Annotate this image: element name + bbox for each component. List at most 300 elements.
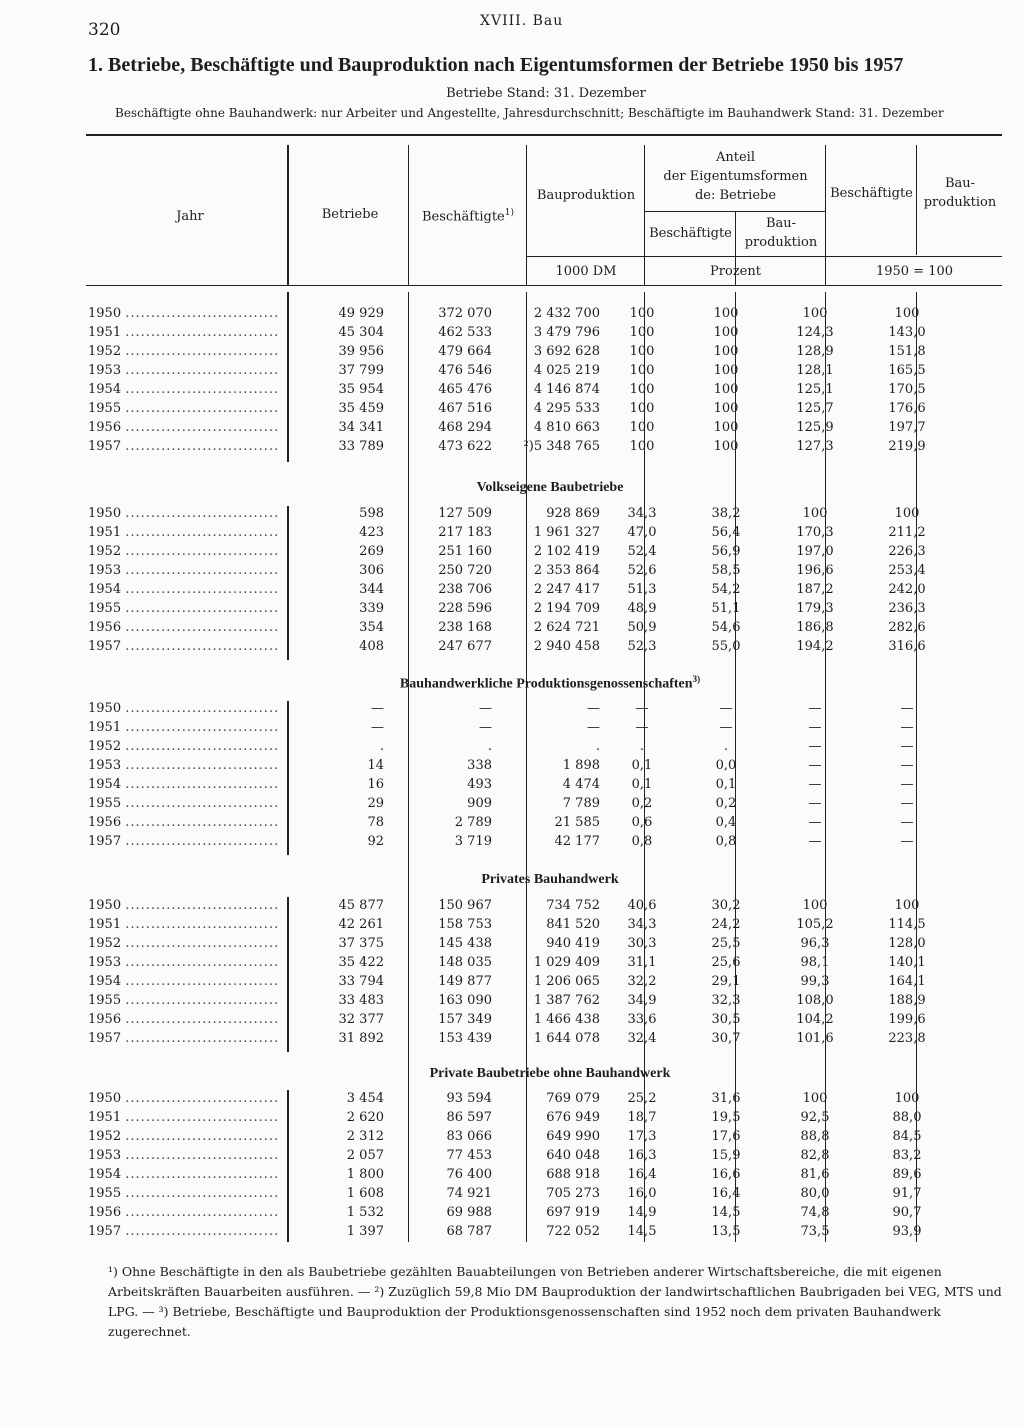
year-label: 1952	[88, 544, 122, 559]
cell-c5: .	[723, 739, 729, 754]
cell-c2: 76 400	[446, 1167, 492, 1182]
cell-c1: 42 261	[338, 917, 384, 932]
year-label: 1950	[88, 898, 122, 913]
cell-c4: 32,2	[627, 974, 657, 989]
cell-c5: 17,6	[711, 1129, 741, 1144]
cell-c3: 1 029 409	[533, 955, 600, 970]
cell-c7: —	[900, 834, 914, 849]
cell-c3: 4 146 874	[533, 382, 600, 397]
cell-c3: ²)5 348 765	[523, 439, 600, 454]
cell-c3: 4 810 663	[533, 420, 600, 435]
cell-c2: 148 035	[438, 955, 492, 970]
cell-c1: 92	[367, 834, 384, 849]
cell-c1: 339	[359, 601, 384, 616]
cell-c4: 100	[629, 401, 655, 416]
cell-c2: 68 787	[446, 1224, 492, 1239]
cell-c1: 3 454	[346, 1091, 384, 1106]
cell-c6: 82,8	[800, 1148, 830, 1163]
cell-c6: 170,3	[796, 525, 834, 540]
cell-c2: 86 597	[446, 1110, 492, 1125]
cell-c7: 219,9	[888, 439, 926, 454]
cell-c6: 100	[802, 898, 828, 913]
cell-c7: —	[900, 739, 914, 754]
cell-c7: 197,7	[888, 420, 926, 435]
cell-c7: 93,9	[892, 1224, 922, 1239]
year-cell	[88, 832, 288, 851]
cell-c1: 1 608	[346, 1186, 384, 1201]
cell-c1: 269	[359, 544, 384, 559]
column-header-bauproduktion: Bauproduktion	[536, 188, 636, 203]
year-cell	[88, 580, 288, 599]
year-label: 1952	[88, 344, 122, 359]
table-row	[88, 1108, 952, 1127]
table-row	[88, 418, 952, 437]
year-label: 1954	[88, 382, 122, 397]
cell-c3: 676 949	[546, 1110, 600, 1125]
year-label: 1957	[88, 1224, 122, 1239]
cell-c6: 81,6	[800, 1167, 830, 1182]
year-label: 1956	[88, 420, 122, 435]
cell-c1: 1 800	[346, 1167, 384, 1182]
cell-c5: 25,6	[711, 955, 741, 970]
cell-c6: 128,9	[796, 344, 834, 359]
table-row	[88, 832, 952, 851]
cell-c7: 236,3	[888, 601, 926, 616]
cell-c1: 2 057	[346, 1148, 384, 1163]
cell-c6: —	[808, 815, 822, 830]
year-cell	[88, 523, 288, 542]
cell-c1: 49 929	[338, 306, 384, 321]
cell-c2: 251 160	[438, 544, 492, 559]
cell-c3: 841 520	[546, 917, 600, 932]
cell-c4: 51,3	[627, 582, 657, 597]
cell-c6: 92,5	[800, 1110, 830, 1125]
cell-c7: 226,3	[888, 544, 926, 559]
leader-dots: ..............................	[125, 325, 280, 340]
cell-c4: 100	[629, 306, 655, 321]
year-label: 1950	[88, 506, 122, 521]
cell-c5: 15,9	[711, 1148, 741, 1163]
anteil-line-1: Anteil	[716, 150, 755, 165]
column-header-anteil	[646, 148, 825, 205]
leader-dots: ..............................	[125, 739, 280, 754]
cell-c6: 88,8	[800, 1129, 830, 1144]
leader-dots: ..............................	[125, 344, 280, 359]
year-cell	[88, 399, 288, 418]
cell-c3: 42 177	[554, 834, 600, 849]
cell-c7: 211,2	[888, 525, 926, 540]
table-row	[88, 1165, 952, 1184]
cell-c2: 158 753	[438, 917, 492, 932]
cell-c7: 199,6	[888, 1012, 926, 1027]
cell-c1: 37 799	[338, 363, 384, 378]
cell-c3: 2 432 700	[533, 306, 600, 321]
year-cell	[88, 1010, 288, 1029]
cell-c6: 196,6	[796, 563, 834, 578]
cell-c5: 58,5	[711, 563, 741, 578]
cell-c5: 13,5	[711, 1224, 741, 1239]
table-row	[88, 794, 952, 813]
cell-c6: 197,0	[796, 544, 834, 559]
leader-dots: ..............................	[125, 1031, 280, 1046]
cell-c2: 127 509	[438, 506, 492, 521]
cell-c5: —	[719, 720, 733, 735]
cell-c2: 476 546	[438, 363, 492, 378]
cell-c3: 928 869	[546, 506, 600, 521]
index-bau-line-2: produktion	[923, 195, 997, 210]
year-cell	[88, 775, 288, 794]
cell-c3: 7 789	[562, 796, 600, 811]
cell-c7: 114,5	[888, 917, 926, 932]
year-label: 1957	[88, 439, 122, 454]
cell-c4: 47,0	[627, 525, 657, 540]
column-header-anteil-beschaeftigte: Beschäftigte	[649, 226, 732, 241]
cell-c4: 34,3	[627, 506, 657, 521]
cell-c6: 104,2	[796, 1012, 834, 1027]
cell-c4: 18,7	[627, 1110, 657, 1125]
cell-c4: —	[635, 701, 649, 716]
year-cell	[88, 915, 288, 934]
cell-c2: 149 877	[438, 974, 492, 989]
cell-c7: 100	[894, 506, 920, 521]
cell-c5: 54,6	[711, 620, 741, 635]
leader-dots: ..............................	[125, 582, 280, 597]
cell-c7: 90,7	[892, 1205, 922, 1220]
cell-c4: 0,1	[631, 758, 653, 773]
cell-c5: 55,0	[711, 639, 741, 654]
table-privates-bauhandwerk	[88, 896, 952, 1048]
cell-c1: 408	[359, 639, 384, 654]
column-header-jahr: Jahr	[176, 209, 204, 224]
cell-c4: 100	[629, 420, 655, 435]
cell-c6: —	[808, 777, 822, 792]
cell-c1: 2 312	[346, 1129, 384, 1144]
table-row	[88, 618, 952, 637]
table-row	[88, 1203, 952, 1222]
cell-c3: 697 919	[546, 1205, 600, 1220]
cell-c2: —	[479, 720, 492, 735]
cell-c1: 37 375	[338, 936, 384, 951]
cell-c3: 2 194 709	[533, 601, 600, 616]
cell-c7: —	[900, 815, 914, 830]
leader-dots: ..............................	[125, 796, 280, 811]
cell-c7: 128,0	[888, 936, 926, 951]
table-total	[88, 304, 952, 456]
year-cell	[88, 637, 288, 656]
cell-c4: 31,1	[627, 955, 657, 970]
cell-c7: —	[900, 796, 914, 811]
cell-c2: 150 967	[438, 898, 492, 913]
table-row	[88, 361, 952, 380]
leader-dots: ..............................	[125, 563, 280, 578]
cell-c1: 32 377	[338, 1012, 384, 1027]
column-header-index-bauproduktion	[918, 174, 1002, 212]
leader-dots: ..............................	[125, 701, 280, 716]
cell-c7: 140,1	[888, 955, 926, 970]
cell-c6: —	[808, 796, 822, 811]
table-row	[88, 756, 952, 775]
cell-c6: 125,9	[796, 420, 834, 435]
table-private-baubetriebe	[88, 1089, 952, 1241]
year-cell	[88, 1165, 288, 1184]
cell-c7: 223,8	[888, 1031, 926, 1046]
cell-c3: 2 624 721	[533, 620, 600, 635]
year-cell	[88, 699, 288, 718]
year-label: 1953	[88, 955, 122, 970]
year-cell	[88, 934, 288, 953]
cell-c2: 153 439	[438, 1031, 492, 1046]
cell-c6: 101,6	[796, 1031, 834, 1046]
year-label: 1953	[88, 758, 122, 773]
cell-c2: 228 596	[438, 601, 492, 616]
year-cell	[88, 756, 288, 775]
cell-c1: 16	[367, 777, 384, 792]
cell-c7: 176,6	[888, 401, 926, 416]
cell-c5: 56,9	[711, 544, 741, 559]
leader-dots: ..............................	[125, 1224, 280, 1239]
cell-c6: 187,2	[796, 582, 834, 597]
cell-c6: 186,8	[796, 620, 834, 635]
cell-c1: 35 422	[338, 955, 384, 970]
cell-c6: 99,3	[800, 974, 830, 989]
cell-c5: 16,6	[711, 1167, 741, 1182]
year-label: 1953	[88, 363, 122, 378]
leader-dots: ..............................	[125, 544, 280, 559]
cell-c3: 1 466 438	[533, 1012, 600, 1027]
header-divider	[287, 145, 289, 285]
cell-c5: 29,1	[711, 974, 741, 989]
cell-c5: 0,0	[715, 758, 737, 773]
cell-c5: —	[719, 701, 733, 716]
cell-c5: 30,5	[711, 1012, 741, 1027]
cell-c4: 52,3	[627, 639, 657, 654]
cell-c1: 423	[359, 525, 384, 540]
cell-c6: —	[808, 834, 822, 849]
cell-c3: 2 940 458	[533, 639, 600, 654]
year-cell	[88, 972, 288, 991]
header-divider	[825, 145, 826, 285]
year-cell	[88, 342, 288, 361]
cell-c2: 473 622	[438, 439, 492, 454]
cell-c4: 100	[629, 344, 655, 359]
year-cell	[88, 1184, 288, 1203]
cell-c4: 52,6	[627, 563, 657, 578]
cell-c2: 465 476	[438, 382, 492, 397]
cell-c5: 0,4	[715, 815, 737, 830]
cell-c6: 73,5	[800, 1224, 830, 1239]
cell-c3: 1 387 762	[533, 993, 600, 1008]
table-row	[88, 380, 952, 399]
cell-c4: 30,3	[627, 936, 657, 951]
cell-c6: 179,3	[796, 601, 834, 616]
year-cell	[88, 1222, 288, 1241]
cell-c5: 24,2	[711, 917, 741, 932]
cell-c4: .	[639, 739, 645, 754]
cell-c1: 39 956	[338, 344, 384, 359]
cell-c4: 52,4	[627, 544, 657, 559]
cell-c6: 100	[802, 506, 828, 521]
year-cell	[88, 794, 288, 813]
leader-dots: ..............................	[125, 506, 280, 521]
cell-c6: —	[808, 739, 822, 754]
cell-c5: 100	[713, 439, 739, 454]
cell-c3: 3 479 796	[533, 325, 600, 340]
table-row	[88, 323, 952, 342]
cell-c4: —	[635, 720, 649, 735]
table-row	[88, 523, 952, 542]
table-row	[88, 304, 952, 323]
cell-c5: 32,3	[711, 993, 741, 1008]
cell-c6: 127,3	[796, 439, 834, 454]
leader-dots: ..............................	[125, 1205, 280, 1220]
leader-dots: ..............................	[125, 1012, 280, 1027]
cell-c1: 35 459	[338, 401, 384, 416]
year-label: 1951	[88, 720, 122, 735]
cell-c2: 93 594	[446, 1091, 492, 1106]
year-cell	[88, 1089, 288, 1108]
year-cell	[88, 418, 288, 437]
cell-c4: 100	[629, 382, 655, 397]
cell-c1: 45 304	[338, 325, 384, 340]
cell-c7: —	[900, 777, 914, 792]
cell-c4: 16,3	[627, 1148, 657, 1163]
cell-c6: 125,7	[796, 401, 834, 416]
column-header-betriebe: Betriebe	[321, 207, 379, 222]
cell-c1: —	[371, 701, 384, 716]
year-label: 1950	[88, 701, 122, 716]
cell-c3: 705 273	[546, 1186, 600, 1201]
cell-c5: 51,1	[711, 601, 741, 616]
cell-c1: 2 620	[346, 1110, 384, 1125]
year-cell	[88, 737, 288, 756]
table-row	[88, 699, 952, 718]
year-cell	[88, 1108, 288, 1127]
cell-c2: 467 516	[438, 401, 492, 416]
table-pgh	[88, 699, 952, 851]
cell-c2: —	[479, 701, 492, 716]
year-cell	[88, 953, 288, 972]
table-row	[88, 1010, 952, 1029]
year-label: 1953	[88, 563, 122, 578]
cell-c2: 250 720	[438, 563, 492, 578]
cell-c2: 157 349	[438, 1012, 492, 1027]
column-header-anteil-bauproduktion	[737, 214, 825, 252]
cell-c1: 344	[359, 582, 384, 597]
year-label: 1956	[88, 620, 122, 635]
anteil-bau-line-1: Bau-	[765, 216, 797, 231]
cell-c2: 69 988	[446, 1205, 492, 1220]
header-divider	[916, 145, 917, 255]
cell-c5: 14,5	[711, 1205, 741, 1220]
year-label: 1950	[88, 306, 122, 321]
cell-c7: 170,5	[888, 382, 926, 397]
cell-c5: 54,2	[711, 582, 741, 597]
cell-c7: —	[900, 701, 914, 716]
cell-c3: 722 052	[546, 1224, 600, 1239]
table-row	[88, 399, 952, 418]
cell-c3: 4 295 533	[533, 401, 600, 416]
cell-c6: 124,3	[796, 325, 834, 340]
table-row	[88, 953, 952, 972]
year-cell	[88, 380, 288, 399]
cell-c3: 1 644 078	[533, 1031, 600, 1046]
section-title-private-baubetriebe: Private Baubetriebe ohne Bauhandwerk	[429, 1066, 671, 1081]
unit-index: 1950 = 100	[875, 264, 954, 279]
unit-prozent: Prozent	[710, 264, 761, 279]
cell-c7: 188,9	[888, 993, 926, 1008]
cell-c4: 25,2	[627, 1091, 657, 1106]
cell-c3: 21 585	[554, 815, 600, 830]
cell-c3: 734 752	[546, 898, 600, 913]
cell-c2: 493	[467, 777, 492, 792]
cell-c4: 0,1	[631, 777, 653, 792]
cell-c3: 688 918	[546, 1167, 600, 1182]
year-cell	[88, 542, 288, 561]
cell-c2: 77 453	[446, 1148, 492, 1163]
leader-dots: ..............................	[125, 382, 280, 397]
year-label: 1955	[88, 1186, 122, 1201]
cell-c5: 16,4	[711, 1186, 741, 1201]
cell-c3: 4 474	[562, 777, 600, 792]
cell-c3: .	[595, 739, 600, 754]
year-label: 1951	[88, 1110, 122, 1125]
header-divider	[408, 145, 409, 285]
cell-c5: 56,4	[711, 525, 741, 540]
cell-c2: 909	[467, 796, 492, 811]
cell-c1: 78	[367, 815, 384, 830]
section-title-pgh: Bauhandwerkliche Produktionsgenossenschaften$^{3)}$	[399, 674, 701, 692]
leader-dots: ..............................	[125, 306, 280, 321]
table-row	[88, 718, 952, 737]
cell-c1: .	[379, 739, 384, 754]
year-label: 1952	[88, 739, 122, 754]
cell-c7: 100	[894, 1091, 920, 1106]
cell-c7: 100	[894, 898, 920, 913]
year-label: 1954	[88, 582, 122, 597]
leader-dots: ..............................	[125, 1186, 280, 1201]
cell-c2: 238 706	[438, 582, 492, 597]
cell-c7: 84,5	[892, 1129, 922, 1144]
cell-c1: 1 397	[346, 1224, 384, 1239]
cell-c4: 48,9	[627, 601, 657, 616]
year-cell	[88, 304, 288, 323]
year-cell	[88, 896, 288, 915]
year-label: 1956	[88, 815, 122, 830]
cell-c5: 25,5	[711, 936, 741, 951]
cell-c2: 217 183	[438, 525, 492, 540]
cell-c6: —	[808, 758, 822, 773]
cell-c5: 100	[713, 344, 739, 359]
cell-c5: 100	[713, 325, 739, 340]
cell-c6: 80,0	[800, 1186, 830, 1201]
cell-c5: 100	[713, 306, 739, 321]
cell-c1: 31 892	[338, 1031, 384, 1046]
table-row	[88, 813, 952, 832]
year-label: 1954	[88, 1167, 122, 1182]
cell-c1: 33 789	[338, 439, 384, 454]
index-bau-line-1: Bau-	[944, 176, 976, 191]
column-header-beschaeftigte: Beschäftigte$^{1)}$	[421, 208, 514, 225]
anteil-line-3: de: Betriebe	[694, 188, 777, 203]
cell-c7: 316,6	[888, 639, 926, 654]
cell-c5: 19,5	[711, 1110, 741, 1125]
table-row	[88, 1184, 952, 1203]
leader-dots: ..............................	[125, 1167, 280, 1182]
table-row	[88, 637, 952, 656]
cell-c7: —	[900, 758, 914, 773]
subtitle-note: Beschäftigte ohne Bauhandwerk: nur Arbeiter und Angestellte, Jahresdurchschnitt; Beschäftigte im Bauhandwerk Stand: 31. Dezember	[115, 106, 944, 120]
year-label: 1955	[88, 796, 122, 811]
